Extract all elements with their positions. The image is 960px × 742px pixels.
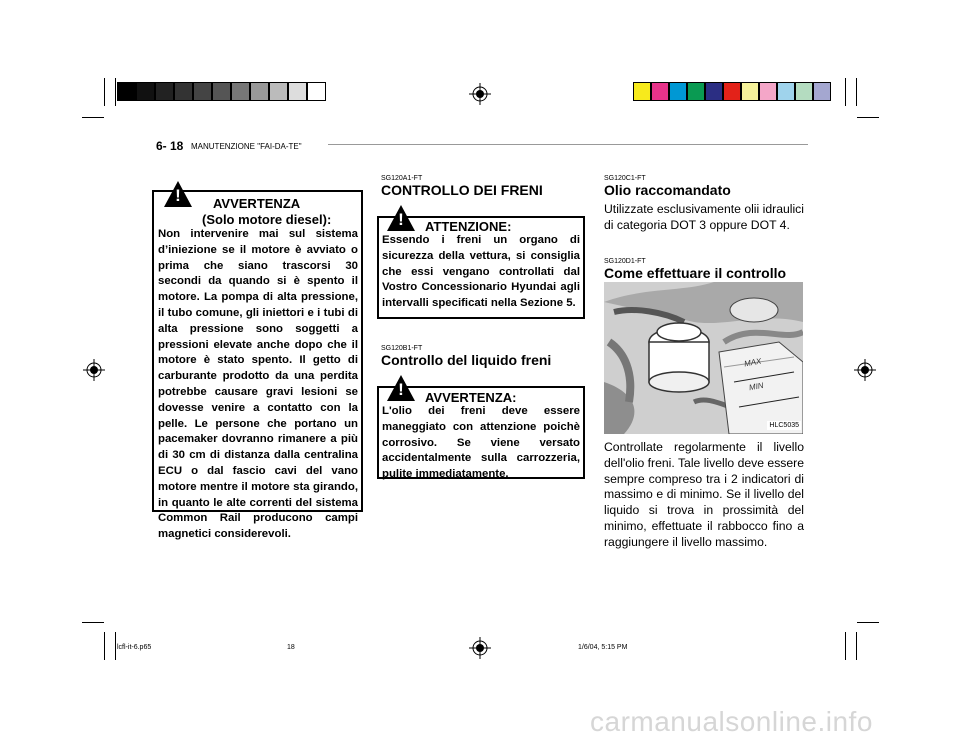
footer-date: 1/6/04, 5:15 PM [578,644,628,651]
attention-text: Essendo i freni un organo di sicurezza della vettura, si consiglia che essi vengano controllati dal Vostro Concessionario Hyundai agli intervalli specificati nella Sezione 5. [382,234,580,310]
crop-mark [856,78,857,106]
color-swatch [705,82,723,101]
gray-swatch [269,82,288,101]
warning-subtitle: (Solo motore diesel): [202,212,332,227]
exclamation-mark: ! [398,380,404,399]
warning-title: AVVERTENZA [213,196,301,211]
recommended-oil-text: Utilizzate esclusivamente olii idraulici di categoria DOT 3 oppure DOT 4. [604,202,804,232]
reservoir-drawing [604,282,803,434]
color-swatch [687,82,705,101]
figure-code: HLC5035 [769,422,799,429]
crop-mark [115,78,116,106]
crop-mark [82,117,104,118]
watermark: carmanualsonline.info [590,706,873,737]
registration-mark-icon [83,359,105,381]
section-code: SG120D1-FT [604,258,646,265]
min-label: MIN [748,380,765,393]
crop-mark [104,78,105,106]
color-swatch [741,82,759,101]
max-label: MAX [743,356,762,369]
warning-text: Non intervenire mai sul sistema d’iniezione se il motore è avviato o prima che siano trascorsi 30 secondi da quando si è spento il motore. La pompa di alta pressione, il tubo comune, gli iniettori e i tubi di alta pressione sono soggetti a pressioni elevate anche dopo che il motore è stato spento. Il getto di carburante prodotto da una perdita potrebbe causare gravi lesioni se dovesse venire a contatto con la pelle. Le persone che portano un pacemaker dovranno rimanere a più di 30 cm di distanza dalla centralina ECU o dal fascio cavi del vano motore mentre il motore sta girando, in quanto le alte correnti del sistema Common Rail producono campi magnetici considerevoli. [158,228,358,541]
color-swatch [669,82,687,101]
how-to-check-text: Controllate regolarmente il livello dell'olio freni. Tale livello deve essere sempre compreso tra i 2 indicatori di massimo e di minimo. Se il livello del liquido si trova in prossimità del minimo, effettuate il rabbocco fino a raggiungere il livello massimo. [604,440,804,549]
heading-brake-fluid: Controllo del liquido freni [381,352,552,368]
color-swatch [777,82,795,101]
page-number: 6- 18 [156,139,184,153]
crop-mark [857,622,879,623]
gray-swatch [288,82,307,101]
heading-recommended-oil: Olio raccomandato [604,182,731,198]
color-swatch [723,82,741,101]
registration-mark-icon [854,359,876,381]
section-code: SG120B1-FT [381,345,423,352]
heading-how-to-check: Come effettuare il controllo [604,265,787,281]
gray-swatch [212,82,231,101]
registration-mark-icon [469,637,491,659]
footer-filename: lcfl-it-6.p65 [117,644,152,651]
gray-swatch [250,82,269,101]
gray-swatch [193,82,212,101]
color-swatch-bar [633,82,831,101]
crop-mark [845,78,846,106]
color-swatch [633,82,651,101]
color-swatch [651,82,669,101]
color-swatch [795,82,813,101]
gray-swatch [155,82,174,101]
color-swatch [813,82,831,101]
heading-brake-check: CONTROLLO DEI FRENI [381,182,543,198]
gray-swatch [136,82,155,101]
exclamation-mark: ! [175,186,181,205]
registration-mark-icon [469,83,491,105]
gray-swatch [117,82,136,101]
exclamation-mark: ! [398,210,404,229]
fluid-warning-text: L'olio dei freni deve essere maneggiato con attenzione poichè corrosivo. Se viene versato accidentalmente sulla carrozzeria, pulite immediatamente. [382,405,580,481]
gray-swatch [231,82,250,101]
attention-title: ATTENZIONE: [425,219,512,234]
color-swatch [759,82,777,101]
crop-mark [856,632,857,660]
fluid-warning-title: AVVERTENZA: [425,390,517,405]
section-code: SG120C1-FT [604,175,646,182]
crop-mark [104,632,105,660]
grayscale-swatch-bar [117,82,326,101]
gray-swatch [307,82,326,101]
crop-mark [845,632,846,660]
crop-mark [82,622,104,623]
gray-swatch [174,82,193,101]
crop-mark [115,632,116,660]
crop-mark [857,117,879,118]
footer-page: 18 [287,644,295,651]
section-title: MANUTENZIONE "FAI-DA-TE" [191,142,302,151]
brake-fluid-reservoir-illustration [604,282,803,434]
section-code: SG120A1-FT [381,175,423,182]
header-divider [328,144,808,145]
